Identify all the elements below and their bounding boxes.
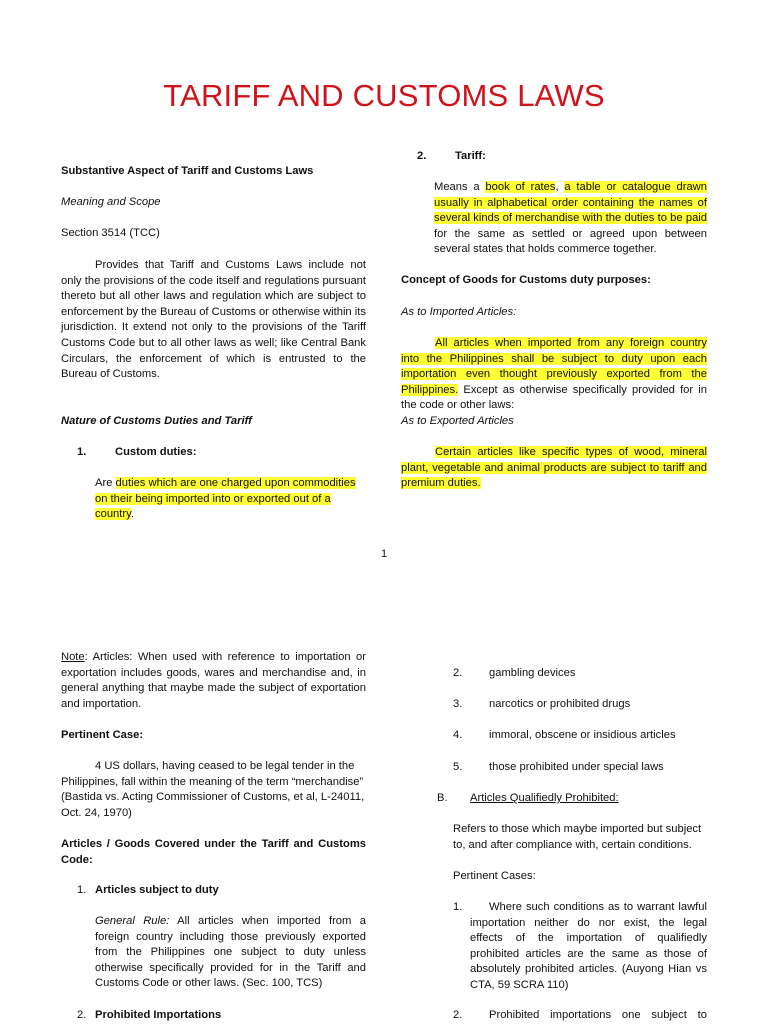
prohibited-list-item: [453, 728, 713, 744]
pertinent-case-2: [453, 1008, 707, 1024]
page-2: [0, 600, 768, 1024]
item-label: Prohibited Importations: [95, 1009, 222, 1021]
pertinent-cases-heading: Pertinent Cases:: [453, 870, 536, 882]
item-label: Articles Qualifiedly Prohibited:: [470, 792, 619, 804]
articles-subject-item: [77, 883, 382, 899]
exported-paragraph: [401, 445, 707, 492]
prohibited-list-item: [453, 760, 713, 776]
scope-paragraph: Provides that Tariff and Customs Laws include not only the provisions of the code itself and regulations pursuant thereto but all other laws and regulation which are subject to enforcement by the Bureau of Customs or otherwise within its jurisdiction. It extend not only to the provisions of the Tariff Customs Code but to all other laws as well; like Central Bank Circulars, the enforcement of which is entrusted to the Bureau of Customs.: [61, 259, 366, 381]
tariff-definition: [434, 180, 707, 258]
case-text: Prohibited importations one subject to: [489, 1009, 707, 1021]
prohibited-item: [77, 1008, 382, 1024]
definition-suffix: for the same as settled or agreed upon between several states that holds commerce together.: [434, 227, 707, 256]
highlighted-text: All articles when imported from any foreign country into the Philippines shall be subject to duty upon each importation even thought previously exported from the Philippines.: [401, 337, 707, 396]
prohibited-list-item: [453, 666, 713, 682]
highlighted-text: book of rates: [485, 181, 556, 193]
item-number: 2.: [417, 150, 427, 162]
case-paragraph: 4 US dollars, having ceased to be legal tender in the Philippines, fall within the meaning of the term “merchandise” (Bastida vs. Acting Commissioner of Customs, et al, L-24011, Oct. 24, 1970): [61, 760, 365, 819]
item-text: those prohibited under special laws: [489, 761, 664, 773]
item-number: 2.: [453, 667, 463, 679]
item-number: 1.: [453, 901, 463, 913]
pertinent-case-1: [453, 900, 707, 994]
definition-prefix: Means a: [434, 181, 486, 193]
section-heading: Substantive Aspect of Tariff and Customs Laws: [61, 165, 314, 177]
general-rule-label: General Rule:: [95, 915, 170, 927]
imported-heading: As to Imported Articles:: [401, 306, 517, 318]
note-paragraph: [61, 650, 366, 712]
item-number: 2.: [453, 1009, 463, 1021]
highlighted-text: a table or catalogue drawn usually in alphabetical order containing the names of several kinds of merchandise with the duties to be paid: [434, 181, 707, 225]
item-text: narcotics or prohibited drugs: [489, 698, 631, 710]
item-number: 1.: [77, 884, 87, 896]
highlighted-text: Certain articles like specific types of wood, mineral plant, vegetable and animal products are subject to tariff and premium duties.: [401, 446, 707, 490]
nature-heading: Nature of Customs Duties and Tariff: [61, 415, 252, 427]
document-title: TARIFF AND CUSTOMS LAWS: [163, 78, 605, 113]
page-number: 1: [380, 548, 388, 560]
item-text: immoral, obscene or insidious articles: [489, 729, 676, 741]
item-number: 1.: [77, 446, 87, 458]
item-number: 5.: [453, 761, 463, 773]
item-label: Tariff:: [455, 150, 486, 162]
item-number: 2.: [77, 1009, 87, 1021]
qualifiedly-prohibited-text: Refers to those which maybe imported but subject to, and after compliance with, certain conditions.: [453, 823, 702, 851]
qualifiedly-prohibited-item: [437, 791, 707, 807]
paragraph-suffix: Except as otherwise specifically provided for in the code or other laws:: [401, 383, 707, 412]
item-number: 3.: [453, 698, 463, 710]
item-label: Articles subject to duty: [95, 884, 219, 896]
imported-paragraph: [401, 336, 707, 414]
meaning-heading: Meaning and Scope: [61, 196, 161, 208]
section-ref: Section 3514 (TCC): [61, 227, 160, 239]
definition-suffix: .: [130, 508, 134, 521]
pertinent-case-heading: Pertinent Case:: [61, 729, 144, 741]
highlighted-text: duties which are one charged upon commodities on their being imported into or exported out of a country: [95, 477, 356, 521]
separator: ,: [555, 181, 565, 193]
concept-heading: Concept of Goods for Customs duty purposes:: [401, 274, 651, 286]
item-text: gambling devices: [489, 667, 576, 679]
item-number: B.: [437, 792, 448, 804]
tariff-item: [417, 149, 617, 165]
item-number: 4.: [453, 729, 463, 741]
prohibited-list-item: [453, 697, 713, 713]
note-label: Note: [61, 651, 85, 663]
note-text: : Articles: When used with reference to importation or exportation includes goods, wares and merchandise and, in general anything that maybe made the subject of exportation and importation.: [61, 651, 366, 710]
custom-duties-item: [77, 445, 382, 461]
general-rule-paragraph: [95, 914, 366, 992]
item-label: Custom duties:: [115, 446, 197, 458]
covered-heading: Articles / Goods Covered under the Tariff and Customs Code:: [61, 838, 366, 866]
exported-heading: As to Exported Articles: [401, 415, 514, 427]
custom-duties-definition: [95, 476, 367, 523]
general-rule-text: All articles when imported from a foreign country including those previously exported from the Philippines one subject to duty unless otherwise specifically provided for in the Tariff and Customs Code or other laws. (Sec. 100, TCS): [95, 915, 366, 990]
case-text: Where such conditions as to warrant lawful importation neither do nor exist, the legal effects of the importation of qualifiedly prohibited articles are the same as those of absolutely prohibited articles. (Auyong Hian vs CTA, 59 SCRA 110): [470, 901, 707, 991]
definition-prefix: Are: [95, 477, 116, 489]
